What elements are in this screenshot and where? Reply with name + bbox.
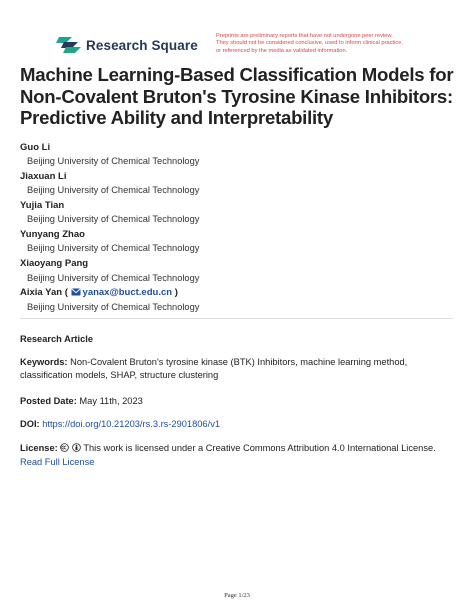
title-line: Non-Covalent Bruton's Tyrosine Kinase Inhibitors: — [20, 85, 453, 107]
author-name[interactable]: Yujia Tian — [20, 200, 65, 212]
author-affiliation: Beijing University of Chemical Technology — [27, 156, 200, 167]
author-name[interactable]: Xiaoyang Pang — [20, 258, 89, 270]
posted-date-label: Posted Date: — [20, 396, 77, 406]
doi — [20, 418, 460, 431]
license-label: License: — [20, 443, 58, 453]
author-affiliation: Beijing University of Chemical Technology — [27, 214, 200, 225]
section-divider — [20, 318, 453, 319]
article-type: Research Article — [20, 334, 94, 344]
creative-commons-icon — [60, 443, 69, 452]
disclaimer-line: They should not be considered conclusive, used to inform clinical practice, — [216, 40, 403, 47]
research-square-logo[interactable] — [56, 35, 198, 55]
author-entry — [20, 228, 460, 256]
author-name[interactable]: Yunyang Zhao — [20, 229, 85, 241]
author-entry — [20, 257, 460, 285]
author-list — [20, 141, 460, 316]
title-line: Machine Learning-Based Classification Models for — [20, 64, 454, 85]
author-entry — [20, 141, 460, 169]
disclaimer-line: or referenced by the media as validated information. — [216, 47, 348, 54]
author-email: yanax@buct.edu.cn — [82, 287, 173, 299]
license — [20, 442, 460, 469]
keywords — [20, 356, 460, 382]
author-affiliation: Beijing University of Chemical Technology — [27, 272, 200, 283]
title-line: Predictive Ability and Interpretability — [20, 107, 333, 128]
corresponding-author-entry — [20, 286, 460, 314]
doi-label: DOI: — [20, 419, 40, 429]
author-name[interactable]: Aixia Yan — [20, 287, 63, 299]
author-entry — [20, 170, 460, 198]
license-icons — [60, 443, 81, 456]
read-full-license-link[interactable]: Read Full License — [20, 457, 95, 467]
research-square-logo-icon — [56, 35, 82, 55]
author-name[interactable]: Jiaxuan Li — [20, 171, 67, 183]
preprint-disclaimer — [216, 33, 456, 55]
author-name[interactable]: Guo Li — [20, 142, 51, 153]
paper-title — [20, 64, 465, 129]
brand-name: Research Square — [86, 37, 198, 53]
paren-close: ) — [174, 287, 178, 299]
attribution-icon — [72, 443, 81, 452]
posted-date — [20, 395, 460, 408]
doi-link[interactable]: https://doi.org/10.21203/rs.3.rs-2901806/v1 — [42, 419, 221, 429]
author-entry — [20, 199, 460, 227]
disclaimer-line: Preprints are preliminary reports that have not undergone peer review. — [216, 33, 393, 39]
license-text: This work is licensed under a Creative Commons Attribution 4.0 International License. — [83, 443, 436, 453]
author-affiliation: Beijing University of Chemical Technology — [27, 185, 200, 196]
keywords-line: classification models, SHAP, structure clustering — [20, 370, 219, 380]
posted-date-value: May 11th, 2023 — [79, 396, 143, 406]
paren-open: ( — [64, 287, 68, 299]
page-number: Page 1/23 — [224, 592, 250, 599]
author-email-link[interactable] — [71, 287, 175, 298]
author-affiliation: Beijing University of Chemical Technology — [27, 243, 200, 254]
corresponding-author-name — [20, 286, 460, 299]
page-header — [0, 0, 474, 64]
author-affiliation: Beijing University of Chemical Technology — [27, 301, 200, 312]
keywords-label: Keywords: — [20, 357, 68, 367]
envelope-icon — [71, 288, 81, 296]
keywords-line: Non-Covalent Bruton's tyrosine kinase (BTK) Inhibitors, machine learning method, — [70, 357, 408, 367]
